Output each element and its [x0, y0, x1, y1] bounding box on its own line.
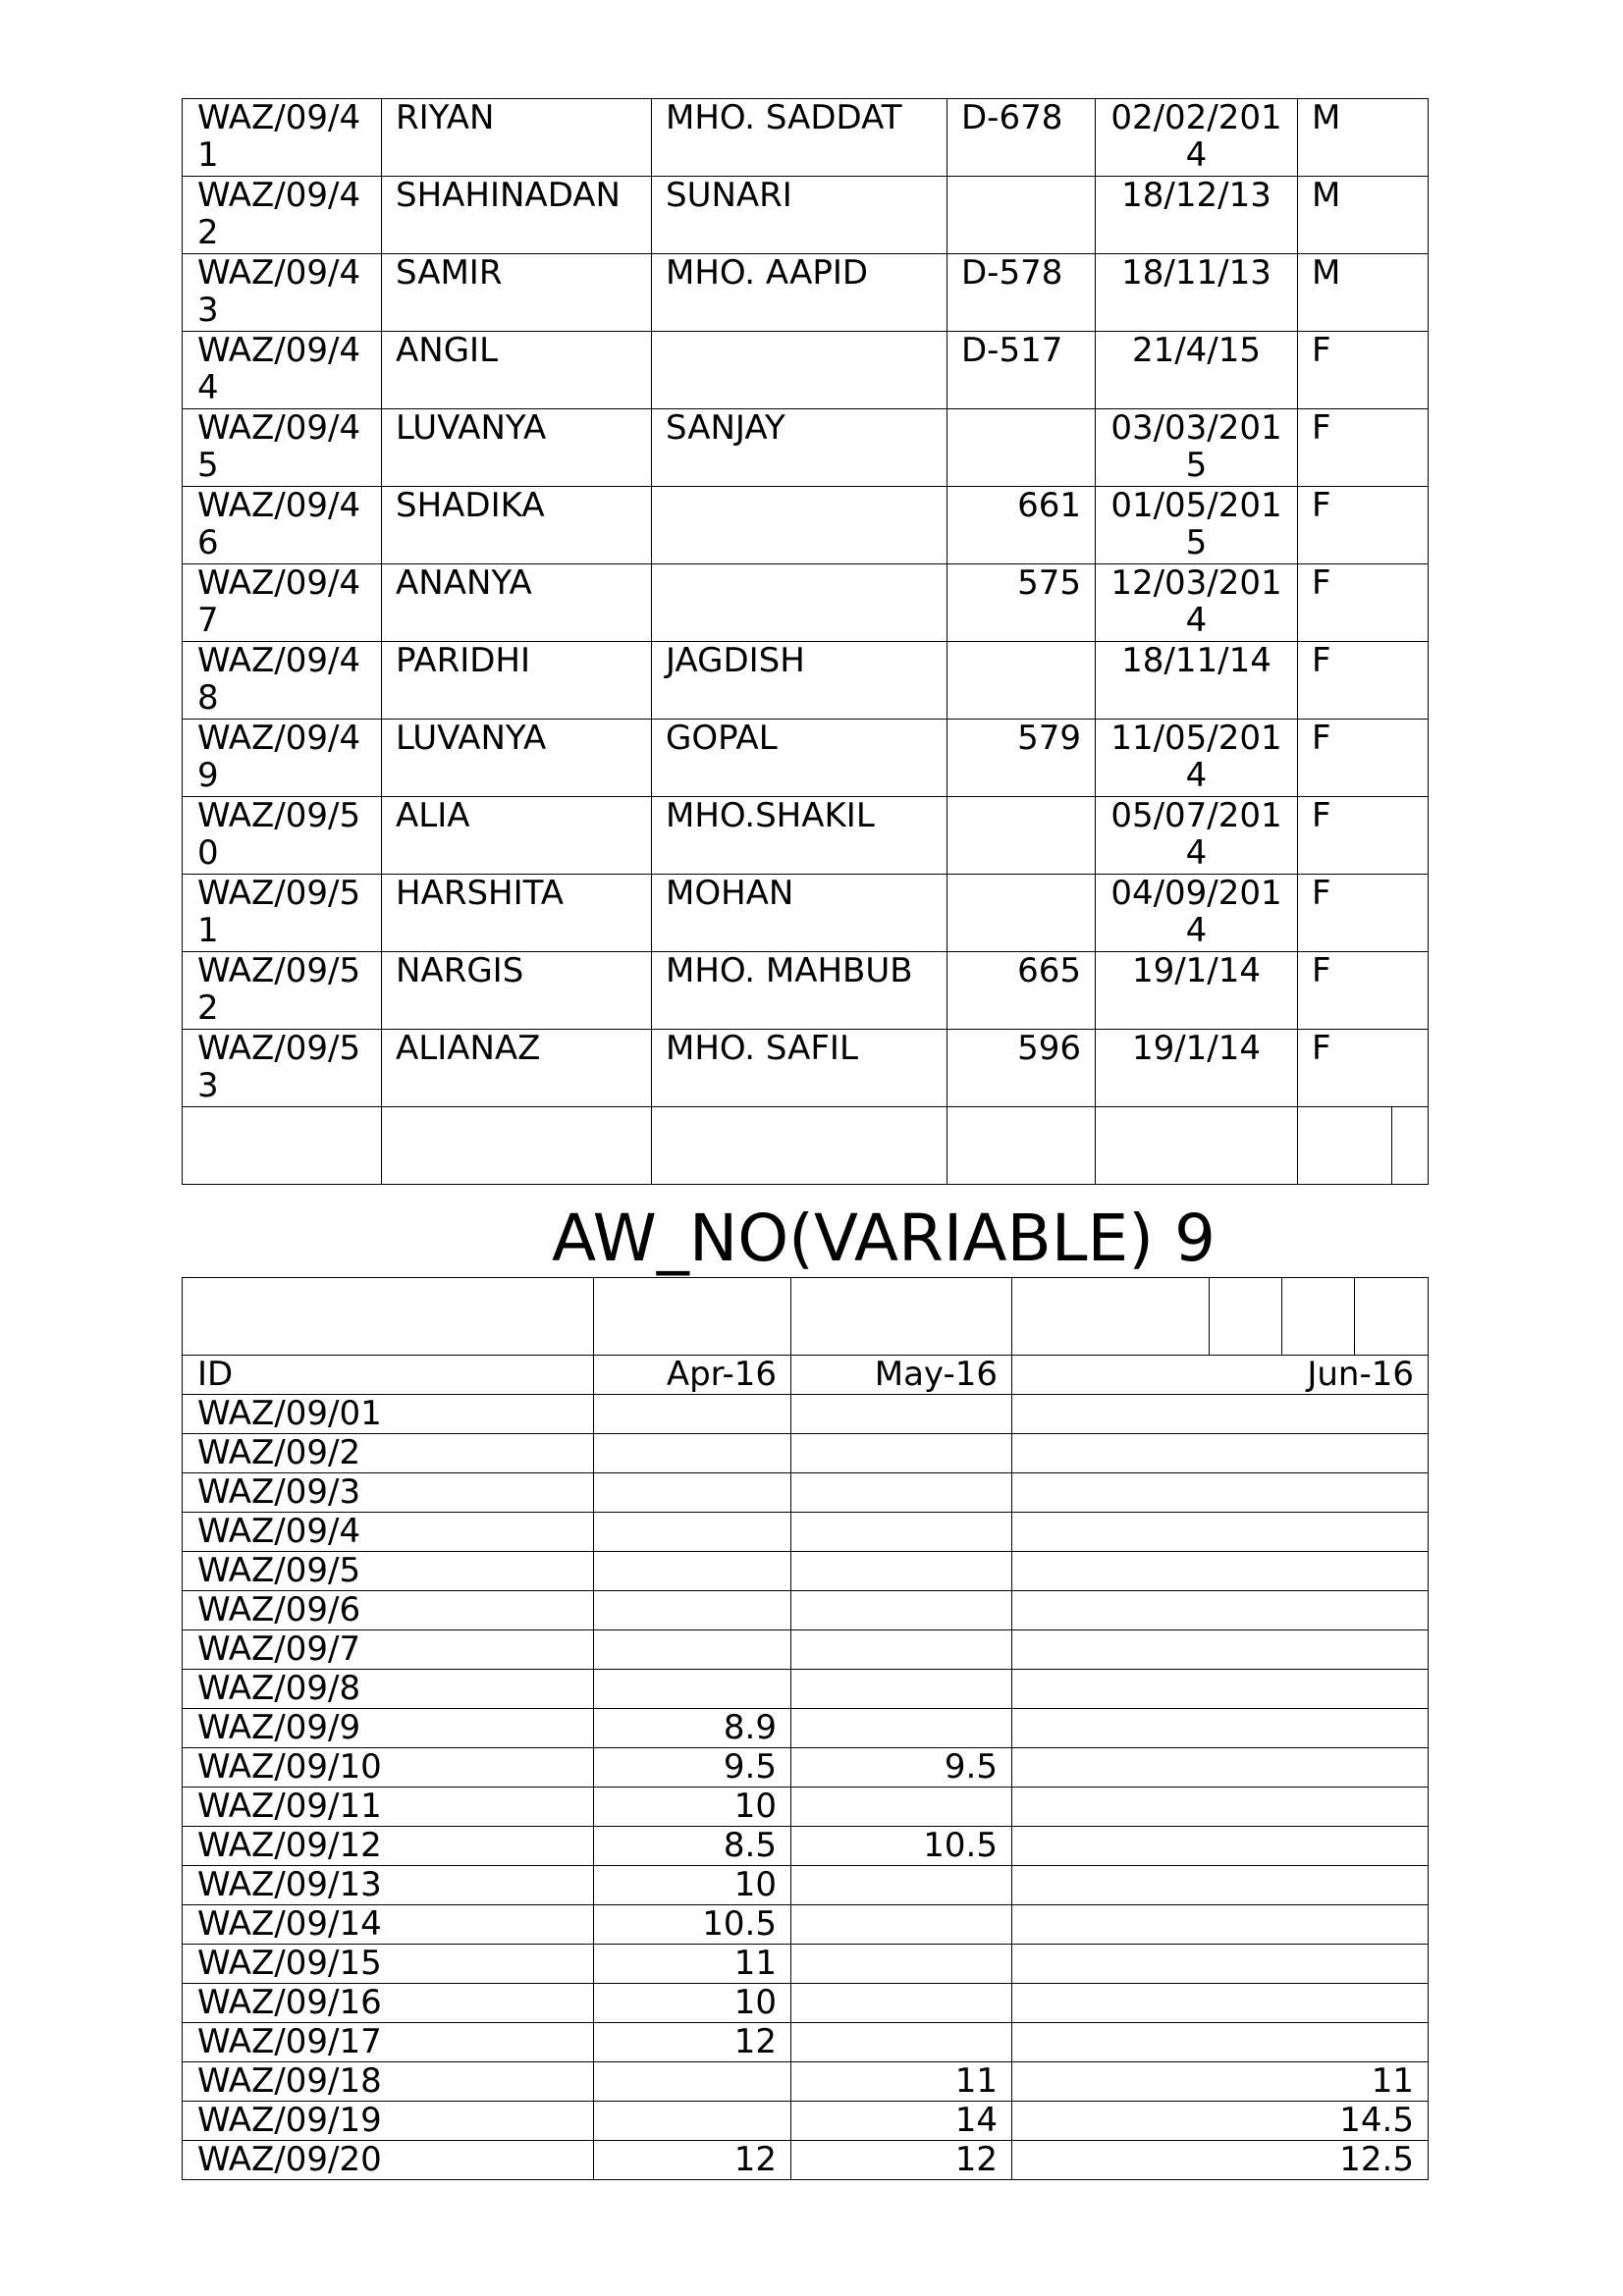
parent-name-cell: MHO. MAHBUB: [652, 952, 947, 1030]
blank-cell: [382, 1107, 652, 1185]
jun-weight-cell: [1012, 1984, 1429, 2023]
page-title: AW_NO(VARIABLE) 9: [552, 1201, 1216, 1276]
door-number-cell: 665: [947, 952, 1096, 1030]
apr-weight-cell: 8.5: [594, 1827, 791, 1866]
header-may: May-16: [791, 1356, 1012, 1395]
date-of-birth-cell: 19/1/14: [1096, 952, 1298, 1030]
may-weight-cell: [791, 1945, 1012, 1984]
jun-weight-cell: 14.5: [1012, 2102, 1429, 2141]
weight-id-cell: WAZ/09/7: [183, 1630, 594, 1670]
jun-weight-cell: [1012, 2023, 1429, 2062]
record-id-cell: WAZ/09/46: [183, 487, 382, 564]
may-weight-cell: 9.5: [791, 1748, 1012, 1788]
apr-weight-cell: 10.5: [594, 1905, 791, 1945]
table-row: [183, 1788, 1429, 1827]
record-id-cell: WAZ/09/42: [183, 177, 382, 254]
table-row: [183, 254, 1429, 332]
record-id-cell: WAZ/09/52: [183, 952, 382, 1030]
sex-cell: F: [1298, 642, 1429, 720]
child-name-cell: ALIANAZ: [382, 1030, 652, 1107]
record-id-cell: WAZ/09/45: [183, 409, 382, 487]
door-number-cell: [947, 409, 1096, 487]
weight-id-cell: WAZ/09/11: [183, 1788, 594, 1827]
jun-weight-cell: [1012, 1827, 1429, 1866]
may-weight-cell: [791, 1434, 1012, 1473]
header-jun: Jun-16: [1012, 1356, 1429, 1395]
table-row: [183, 875, 1429, 952]
date-of-birth-cell: 18/12/13: [1096, 177, 1298, 254]
jun-weight-cell: [1012, 1788, 1429, 1827]
apr-weight-cell: [594, 1395, 791, 1434]
child-name-cell: SHAHINADAN: [382, 177, 652, 254]
child-name-cell: LUVANYA: [382, 409, 652, 487]
table-row: [183, 1866, 1429, 1905]
table-row: [183, 487, 1429, 564]
child-name-cell: PARIDHI: [382, 642, 652, 720]
table-row: [183, 1473, 1429, 1513]
child-register-table: [182, 98, 1429, 1185]
door-number-cell: 575: [947, 564, 1096, 642]
parent-name-cell: SANJAY: [652, 409, 947, 487]
date-of-birth-cell: 04/09/2014: [1096, 875, 1298, 952]
may-weight-cell: [791, 1513, 1012, 1552]
weight-table-body: [183, 1278, 1429, 2180]
blank-cell: [183, 1278, 594, 1356]
door-number-cell: [947, 177, 1096, 254]
header-row: [183, 1356, 1429, 1395]
table-row: [183, 1630, 1429, 1670]
table-row: [183, 1552, 1429, 1591]
parent-name-cell: SUNARI: [652, 177, 947, 254]
parent-name-cell: [652, 564, 947, 642]
date-of-birth-cell: 05/07/2014: [1096, 797, 1298, 875]
table-row: [183, 409, 1429, 487]
sex-cell: F: [1298, 875, 1429, 952]
header-apr: Apr-16: [594, 1356, 791, 1395]
parent-name-cell: GOPAL: [652, 720, 947, 797]
record-id-cell: WAZ/09/50: [183, 797, 382, 875]
may-weight-cell: 14: [791, 2102, 1012, 2141]
may-weight-cell: [791, 1984, 1012, 2023]
apr-weight-cell: 11: [594, 1945, 791, 1984]
door-number-cell: 596: [947, 1030, 1096, 1107]
weight-id-cell: WAZ/09/19: [183, 2102, 594, 2141]
weight-id-cell: WAZ/09/20: [183, 2141, 594, 2180]
may-weight-cell: [791, 1630, 1012, 1670]
date-of-birth-cell: 19/1/14: [1096, 1030, 1298, 1107]
date-of-birth-cell: 12/03/2014: [1096, 564, 1298, 642]
table-row: [183, 1827, 1429, 1866]
table-row: [183, 1945, 1429, 1984]
may-weight-cell: [791, 1395, 1012, 1434]
jun-weight-cell: [1012, 1513, 1429, 1552]
apr-weight-cell: 12: [594, 2023, 791, 2062]
table-row: [183, 2062, 1429, 2102]
table-row: [183, 952, 1429, 1030]
may-weight-cell: 11: [791, 2062, 1012, 2102]
table-row: [183, 99, 1429, 177]
apr-weight-cell: 10: [594, 1788, 791, 1827]
blank-cell: [1096, 1107, 1298, 1185]
apr-weight-cell: 9.5: [594, 1748, 791, 1788]
door-number-cell: [947, 797, 1096, 875]
table-row: [183, 1591, 1429, 1630]
sex-cell: F: [1298, 564, 1429, 642]
weight-id-cell: WAZ/09/14: [183, 1905, 594, 1945]
sex-cell: M: [1298, 254, 1429, 332]
weight-id-cell: WAZ/09/2: [183, 1434, 594, 1473]
jun-weight-cell: [1012, 1670, 1429, 1709]
apr-weight-cell: [594, 2062, 791, 2102]
door-number-cell: D-678: [947, 99, 1096, 177]
table-row: [183, 332, 1429, 409]
blank-cell: [1392, 1107, 1429, 1185]
table-row: [183, 797, 1429, 875]
blank-cell: [652, 1107, 947, 1185]
may-weight-cell: 12: [791, 2141, 1012, 2180]
blank-cell: [183, 1107, 382, 1185]
apr-weight-cell: 10: [594, 1866, 791, 1905]
blank-cell: [947, 1107, 1096, 1185]
jun-weight-cell: [1012, 1552, 1429, 1591]
weight-id-cell: WAZ/09/9: [183, 1709, 594, 1748]
date-of-birth-cell: 21/4/15: [1096, 332, 1298, 409]
apr-weight-cell: [594, 2102, 791, 2141]
apr-weight-cell: [594, 1630, 791, 1670]
table-row: [183, 2102, 1429, 2141]
jun-weight-cell: [1012, 1709, 1429, 1748]
record-id-cell: WAZ/09/41: [183, 99, 382, 177]
parent-name-cell: JAGDISH: [652, 642, 947, 720]
date-of-birth-cell: 01/05/2015: [1096, 487, 1298, 564]
weight-id-cell: WAZ/09/10: [183, 1748, 594, 1788]
apr-weight-cell: 12: [594, 2141, 791, 2180]
weight-id-cell: WAZ/09/3: [183, 1473, 594, 1513]
sex-cell: M: [1298, 177, 1429, 254]
table-row: [183, 1905, 1429, 1945]
parent-name-cell: MOHAN: [652, 875, 947, 952]
date-of-birth-cell: 03/03/2015: [1096, 409, 1298, 487]
jun-weight-cell: 12.5: [1012, 2141, 1429, 2180]
record-id-cell: WAZ/09/48: [183, 642, 382, 720]
jun-weight-cell: [1012, 1905, 1429, 1945]
jun-weight-cell: [1012, 1748, 1429, 1788]
sex-cell: M: [1298, 99, 1429, 177]
apr-weight-cell: [594, 1473, 791, 1513]
may-weight-cell: [791, 1788, 1012, 1827]
table-row: [183, 1030, 1429, 1107]
apr-weight-cell: [594, 1591, 791, 1630]
weight-id-cell: WAZ/09/8: [183, 1670, 594, 1709]
record-id-cell: WAZ/09/53: [183, 1030, 382, 1107]
sex-cell: F: [1298, 332, 1429, 409]
weight-id-cell: WAZ/09/17: [183, 2023, 594, 2062]
may-weight-cell: [791, 1866, 1012, 1905]
date-of-birth-cell: 18/11/13: [1096, 254, 1298, 332]
sex-cell: F: [1298, 409, 1429, 487]
parent-name-cell: MHO. SADDAT: [652, 99, 947, 177]
jun-weight-cell: [1012, 1630, 1429, 1670]
parent-name-cell: MHO. AAPID: [652, 254, 947, 332]
record-id-cell: WAZ/09/49: [183, 720, 382, 797]
table-row: [183, 2141, 1429, 2180]
child-register-body: [183, 99, 1429, 1185]
weight-id-cell: WAZ/09/16: [183, 1984, 594, 2023]
weight-id-cell: WAZ/09/12: [183, 1827, 594, 1866]
may-weight-cell: [791, 1670, 1012, 1709]
parent-name-cell: [652, 332, 947, 409]
date-of-birth-cell: 18/11/14: [1096, 642, 1298, 720]
blank-header-row: [183, 1278, 1429, 1356]
door-number-cell: [947, 642, 1096, 720]
apr-weight-cell: 8.9: [594, 1709, 791, 1748]
jun-weight-cell: [1012, 1945, 1429, 1984]
table-row: [183, 1748, 1429, 1788]
weight-id-cell: WAZ/09/5: [183, 1552, 594, 1591]
blank-cell: [594, 1278, 791, 1356]
weight-id-cell: WAZ/09/01: [183, 1395, 594, 1434]
apr-weight-cell: [594, 1434, 791, 1473]
header-id: ID: [183, 1356, 594, 1395]
weight-id-cell: WAZ/09/18: [183, 2062, 594, 2102]
blank-cell: [791, 1278, 1012, 1356]
weight-table: [182, 1277, 1429, 2180]
blank-cell: [1298, 1107, 1392, 1185]
apr-weight-cell: [594, 1552, 791, 1591]
child-name-cell: LUVANYA: [382, 720, 652, 797]
date-of-birth-cell: 02/02/2014: [1096, 99, 1298, 177]
jun-weight-cell: [1012, 1591, 1429, 1630]
apr-weight-cell: 10: [594, 1984, 791, 2023]
jun-weight-cell: [1012, 1434, 1429, 1473]
child-name-cell: ALIA: [382, 797, 652, 875]
child-name-cell: NARGIS: [382, 952, 652, 1030]
apr-weight-cell: [594, 1670, 791, 1709]
child-name-cell: RIYAN: [382, 99, 652, 177]
door-number-cell: 661: [947, 487, 1096, 564]
jun-weight-cell: 11: [1012, 2062, 1429, 2102]
table-row: [183, 2023, 1429, 2062]
child-name-cell: HARSHITA: [382, 875, 652, 952]
table-row: [183, 564, 1429, 642]
sex-cell: F: [1298, 487, 1429, 564]
sex-cell: F: [1298, 952, 1429, 1030]
table-row: [183, 1984, 1429, 2023]
parent-name-cell: MHO.SHAKIL: [652, 797, 947, 875]
blank-cell: [1012, 1278, 1429, 1356]
table-row: [183, 1709, 1429, 1748]
may-weight-cell: [791, 1709, 1012, 1748]
may-weight-cell: [791, 1473, 1012, 1513]
child-name-cell: SHADIKA: [382, 487, 652, 564]
table-row: [183, 642, 1429, 720]
may-weight-cell: [791, 1552, 1012, 1591]
table-row: [183, 1670, 1429, 1709]
child-name-cell: SAMIR: [382, 254, 652, 332]
parent-name-cell: MHO. SAFIL: [652, 1030, 947, 1107]
apr-weight-cell: [594, 1513, 791, 1552]
table-row: [183, 720, 1429, 797]
door-number-cell: D-517: [947, 332, 1096, 409]
child-name-cell: ANGIL: [382, 332, 652, 409]
jun-weight-cell: [1012, 1395, 1429, 1434]
blank-subcells: [1012, 1278, 1428, 1355]
table-row: [183, 1434, 1429, 1473]
may-weight-cell: [791, 1591, 1012, 1630]
date-of-birth-cell: 11/05/2014: [1096, 720, 1298, 797]
jun-weight-cell: [1012, 1473, 1429, 1513]
table-row: [183, 1513, 1429, 1552]
may-weight-cell: [791, 2023, 1012, 2062]
parent-name-cell: [652, 487, 947, 564]
sex-cell: F: [1298, 720, 1429, 797]
record-id-cell: WAZ/09/44: [183, 332, 382, 409]
weight-id-cell: WAZ/09/13: [183, 1866, 594, 1905]
door-number-cell: D-578: [947, 254, 1096, 332]
blank-row: [183, 1107, 1429, 1185]
jun-weight-cell: [1012, 1866, 1429, 1905]
may-weight-cell: [791, 1905, 1012, 1945]
child-name-cell: ANANYA: [382, 564, 652, 642]
table-row: [183, 1395, 1429, 1434]
weight-id-cell: WAZ/09/15: [183, 1945, 594, 1984]
sex-cell: F: [1298, 797, 1429, 875]
table-row: [183, 177, 1429, 254]
weight-id-cell: WAZ/09/4: [183, 1513, 594, 1552]
record-id-cell: WAZ/09/43: [183, 254, 382, 332]
record-id-cell: WAZ/09/47: [183, 564, 382, 642]
may-weight-cell: 10.5: [791, 1827, 1012, 1866]
sex-cell: F: [1298, 1030, 1429, 1107]
weight-id-cell: WAZ/09/6: [183, 1591, 594, 1630]
record-id-cell: WAZ/09/51: [183, 875, 382, 952]
door-number-cell: 579: [947, 720, 1096, 797]
door-number-cell: [947, 875, 1096, 952]
